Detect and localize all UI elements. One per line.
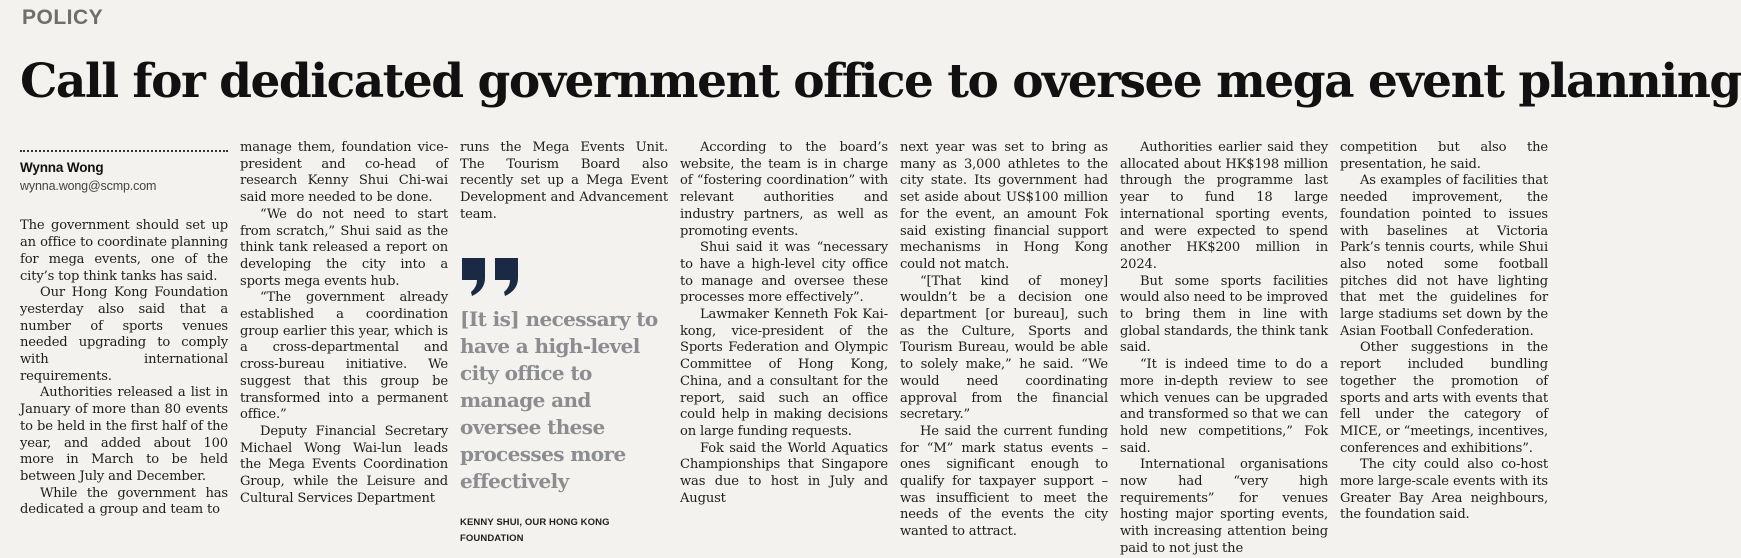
paragraph: Other suggestions in the report included bundling together the promotion of sports and arts with events that fell under the category of MICE, or “meetings, incentives, conferences and exhibitions”. [1340, 340, 1548, 456]
byline-divider [20, 150, 228, 152]
paragraph: While the government has dedicated a group and team to [20, 485, 228, 518]
paragraph: He said the current funding for “M” mark status events – ones significant enough to qualify for taxpayer support – was insufficient to meet the needs of the events the city wanted to attract. [900, 423, 1108, 540]
pull-quote: [It is] necessary to have a high-level city office to manage and oversee these processes more effectively [460, 306, 658, 493]
headline: Call for dedicated government office to oversee mega event planning [20, 54, 1741, 109]
paragraph: Authorities released a list in January of more than 80 events to be held in the first half of the year, and added about 100 more in March to be held between July and December. [20, 385, 228, 484]
paragraph: International organisations now had “very high requirements” for venues hosting major sporting events, with increasing attention being paid to not just the [1120, 457, 1328, 556]
paragraph: manage them, foundation vice-president and co-head of research Kenny Shui Chi-wai said more needed to be done. [240, 140, 448, 206]
paragraph: Lawmaker Kenneth Fok Kai-kong, vice-president of the Sports Federation and Olympic Committee of Hong Kong, China, and a consultant for the report, said such an office could help in making decisions on large funding requests. [680, 307, 888, 439]
article-column-4 [680, 140, 888, 507]
article-column-5 [900, 140, 1108, 541]
paragraph: “The government already established a coordination group earlier this year, which is a cross-departmental and cross-bureau initiative. We suggest that this group be transformed into a permanent office.” [240, 290, 448, 423]
paragraph: next year was set to bring as many as 3,000 athletes to the city state. Its government had set aside about US$100 million for the event, an amount Fok said existing financial support mechanisms in Hong Kong could not match. [900, 140, 1108, 272]
paragraph: The city could also co-host more large-scale events with its Greater Bay Area neighbours, the foundation said. [1340, 457, 1548, 523]
paragraph: competition but also the presentation, he said. [1340, 140, 1548, 172]
paragraph: runs the Mega Events Unit. The Tourism Board also recently set up a Mega Event Development and Advancement team. [460, 140, 668, 222]
paragraph: “[That kind of money] wouldn’t be a decision one department [or bureau], such as the Culture, Sports and Tourism Bureau, would be able to solely make,” he said. “We would need coordinating approval from the financial secretary.” [900, 273, 1108, 423]
section-label: POLICY [22, 6, 104, 29]
byline-name: Wynna Wong [20, 160, 104, 175]
paragraph: Fok said the World Aquatics Championships that Singapore was due to host in July and August [680, 440, 888, 506]
paragraph: Deputy Financial Secretary Michael Wong Wai-lun leads the Mega Events Coordination Group, while the Leisure and Cultural Services Department [240, 423, 448, 506]
pull-quote-attribution: KENNY SHUI, OUR HONG KONG FOUNDATION [460, 516, 610, 545]
paragraph: But some sports facilities would also need to be improved to bring them in line with global standards, the think tank said. [1120, 273, 1328, 356]
paragraph: The government should set up an office to coordinate planning for mega events, one of the city’s top think tanks has said. [20, 218, 228, 284]
paragraph: Authorities earlier said they allocated about HK$198 million through the programme last year to fund 18 large international sporting events, and were expected to spend another HK$200 million in 2024. [1120, 140, 1328, 272]
paragraph: According to the board’s website, the team is in charge of “fostering coordination” with relevant authorities and industry partners, as well as promoting events. [680, 140, 888, 239]
article-column-1 [20, 140, 228, 519]
paragraph: Our Hong Kong Foundation yesterday also said that a number of sports venues needed upgrading to comply with international requirements. [20, 285, 228, 384]
paragraph: “It is indeed time to do a more in-depth review to see which venues can be upgraded and transformed so that we can hold new competitions,” Fok said. [1120, 357, 1328, 456]
paragraph: “We do not need to start from scratch,” Shui said as the think tank released a report on developing the city into a sports mega events hub. [240, 206, 448, 289]
closing-quotation-marks-icon [460, 256, 668, 296]
article-column-6 [1120, 140, 1328, 558]
byline-email[interactable]: wynna.wong@scmp.com [20, 178, 157, 193]
paragraph: Shui said it was “necessary to have a high-level city office to manage and oversee these processes more effectively”. [680, 240, 888, 306]
paragraph: As examples of facilities that needed improvement, the foundation pointed to issues with baselines at Victoria Park’s tennis courts, while Shui also noted some football pitches did not have lighting that met the guidelines for large stadiums set down by the Asian Football Confederation. [1340, 173, 1548, 339]
article-column-3 [460, 140, 668, 548]
article-column-7 [1340, 140, 1548, 524]
article-column-2 [240, 140, 448, 507]
